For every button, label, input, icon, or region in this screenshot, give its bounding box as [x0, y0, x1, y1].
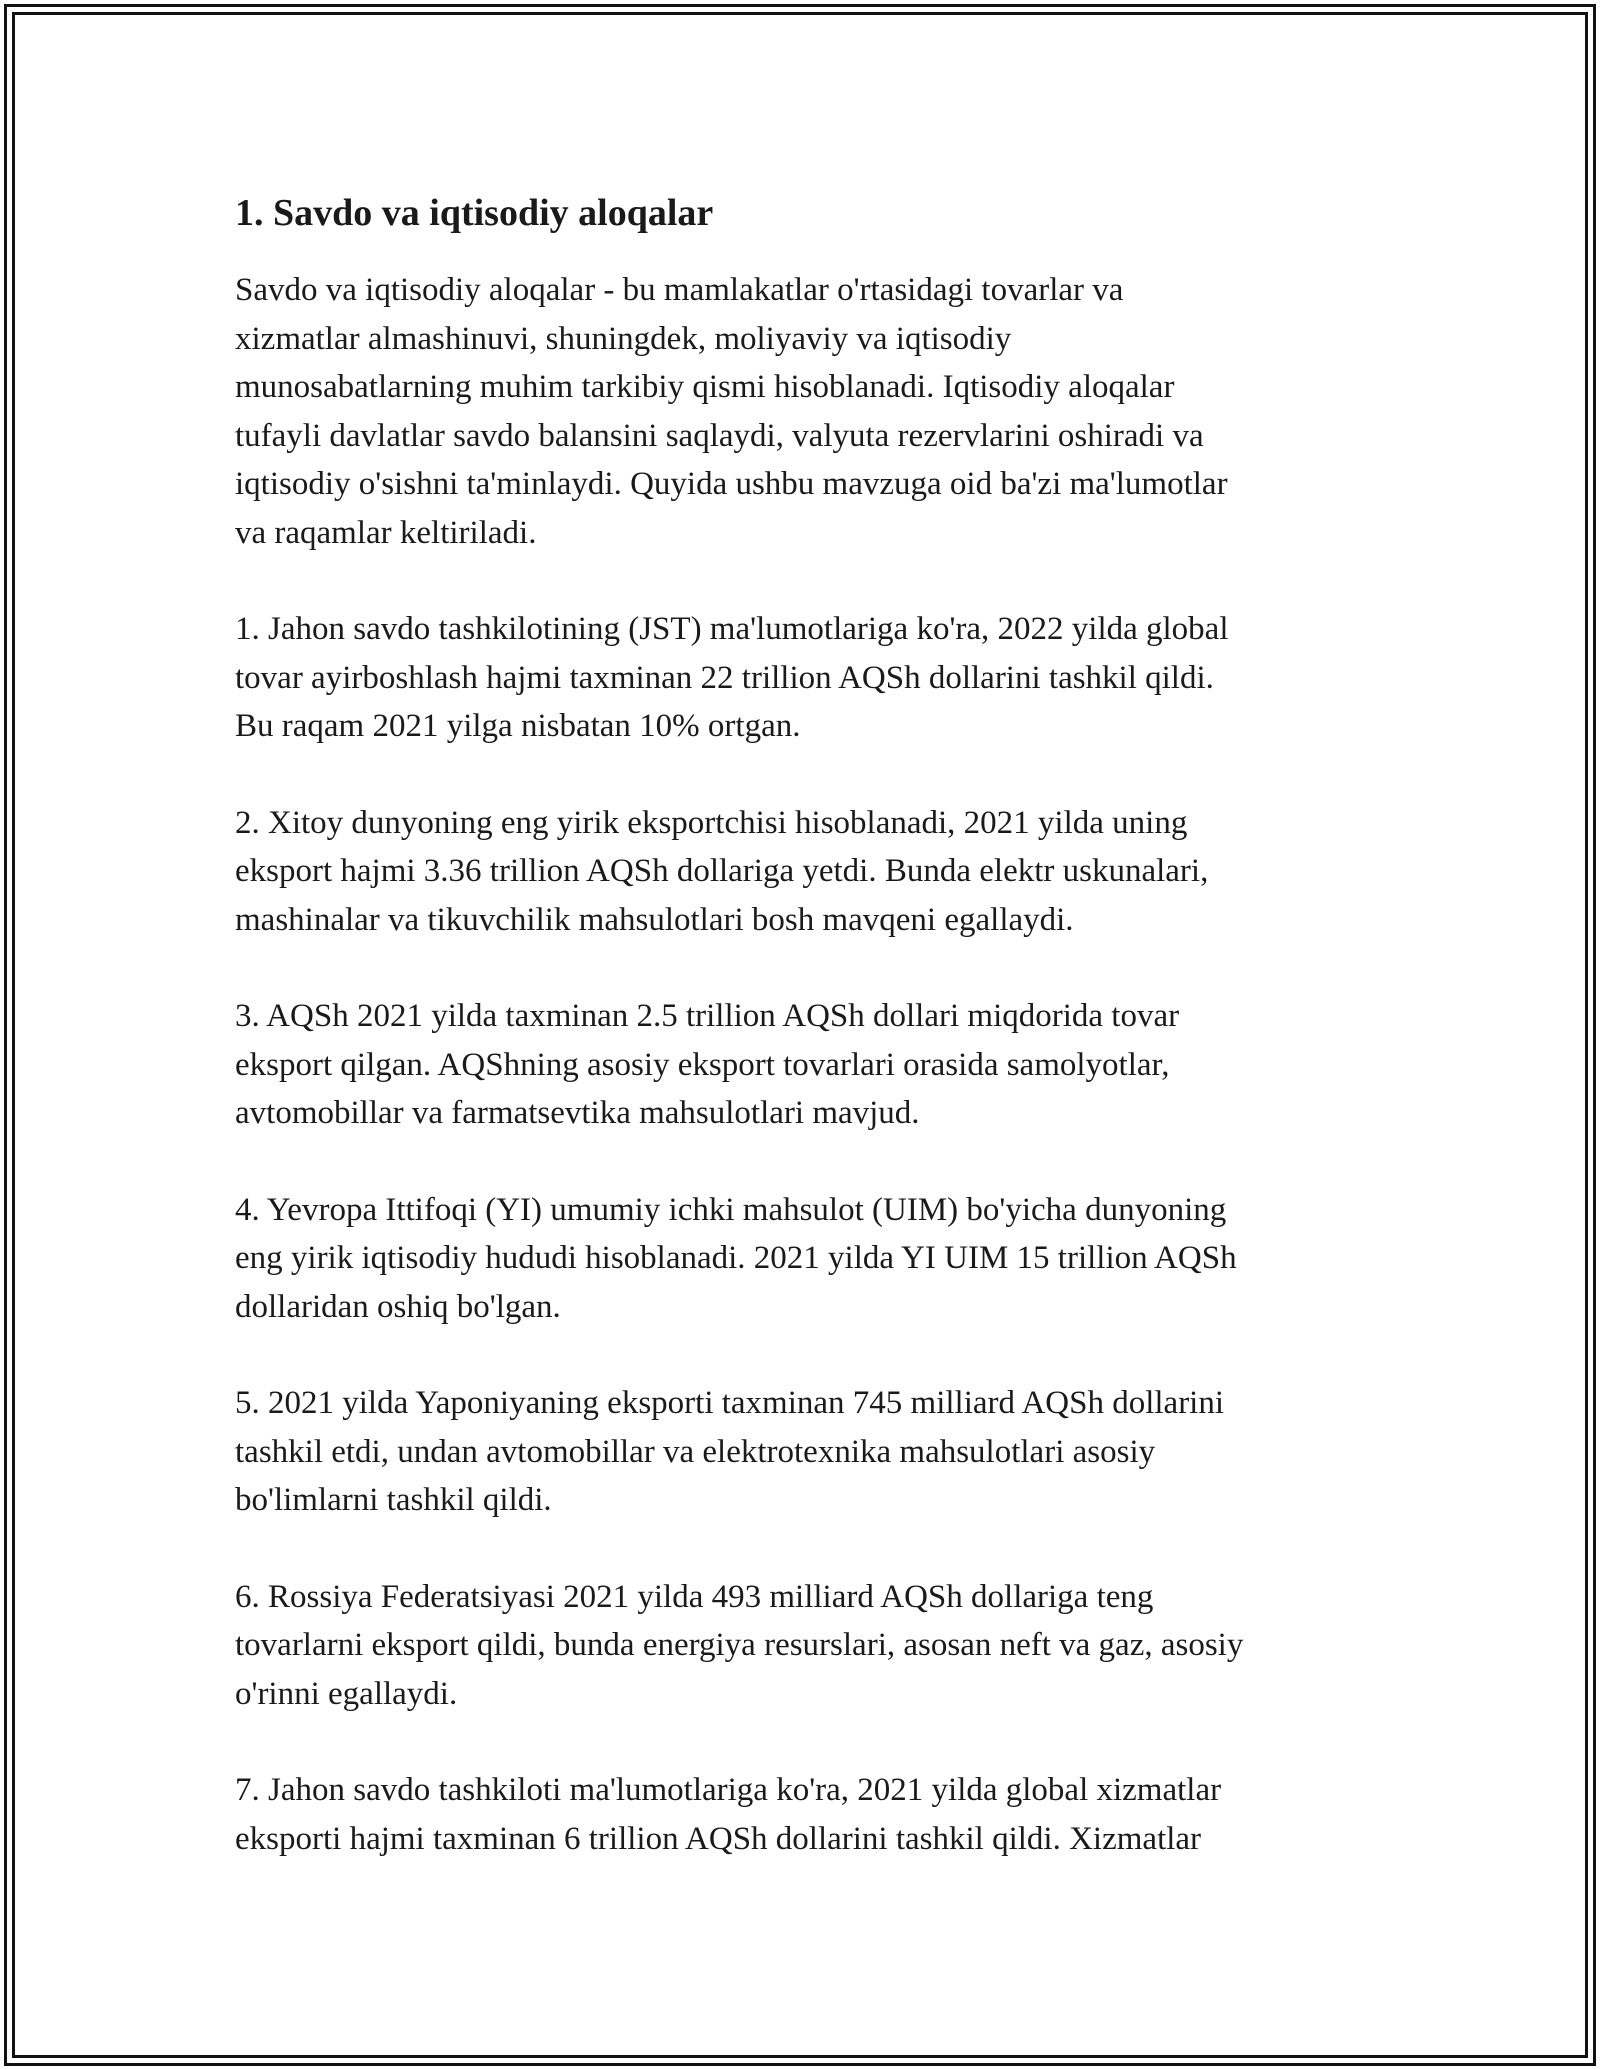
fact-item-6: 6. Rossiya Federatsiyasi 2021 yilda 493 milliard AQSh dollariga teng tovarlarni eksport qildi, bunda energiya resurslari, asosan neft va gaz, asosiy o'rinni egallaydi. [235, 1578, 1244, 1712]
intro-paragraph: Savdo va iqtisodiy aloqalar - bu mamlakatlar o'rtasidagi tovarlar va xizmatlar almashinuvi, shuningdek, moliyaviy va iqtisodiy munosabatlarning muhim tarkibiy qismi hisoblanadi. Iqtisodiy aloqalar tufayli davlatlar savdo balansini saqlaydi, valyuta rezervlarini oshiradi va iqtisodiy o'sishni ta'minlaydi. Quyida ushbu mavzuga oid ba'zi ma'lumotlar va raqamlar keltiriladi. [235, 272, 1228, 551]
section-heading: 1. Savdo va iqtisodiy aloqalar [235, 192, 714, 234]
fact-item-1: 1. Jahon savdo tashkilotining (JST) ma'lumotlariga ko'ra, 2022 yilda global tovar ayirboshlash hajmi taxminan 22 trillion AQSh dollarini tashkil qildi. Bu raqam 2021 yilga nisbatan 10% ortgan. [235, 611, 1229, 744]
document-body [235, 188, 1380, 1863]
fact-item-5: 5. 2021 yilda Yaponiyaning eksporti taxminan 745 milliard AQSh dollarini tashkil etdi, undan avtomobillar va elektrotexnika mahsulotlari asosiy bo'limlarni tashkil qildi. [235, 1385, 1225, 1518]
fact-item-2: 2. Xitoy dunyoning eng yirik eksportchisi hisoblanadi, 2021 yilda uning eksport hajmi 3.36 trillion AQSh dollariga yetdi. Bunda elektr uskunalari, mashinalar va tikuvchilik mahsulotlari bosh mavqeni egallaydi. [235, 804, 1209, 938]
fact-item-7: 7. Jahon savdo tashkiloti ma'lumotlariga ko'ra, 2021 yilda global xizmatlar eksporti hajmi taxminan 6 trillion AQSh dollarini tashkil qildi. Xizmatlar [235, 1772, 1222, 1857]
fact-item-3: 3. AQSh 2021 yilda taxminan 2.5 trillion AQSh dollari miqdorida tovar eksport qilgan. AQShning asosiy eksport tovarlari orasida samolyotlar, avtomobillar va farmatsevtika mahsulotlari mavjud. [235, 998, 1180, 1131]
fact-item-4: 4. Yevropa Ittifoqi (YI) umumiy ichki mahsulot (UIM) bo'yicha dunyoning eng yirik iqtisodiy hududi hisoblanadi. 2021 yilda YI UIM 15 trillion AQSh dollaridan oshiq bo'lgan. [235, 1191, 1237, 1325]
